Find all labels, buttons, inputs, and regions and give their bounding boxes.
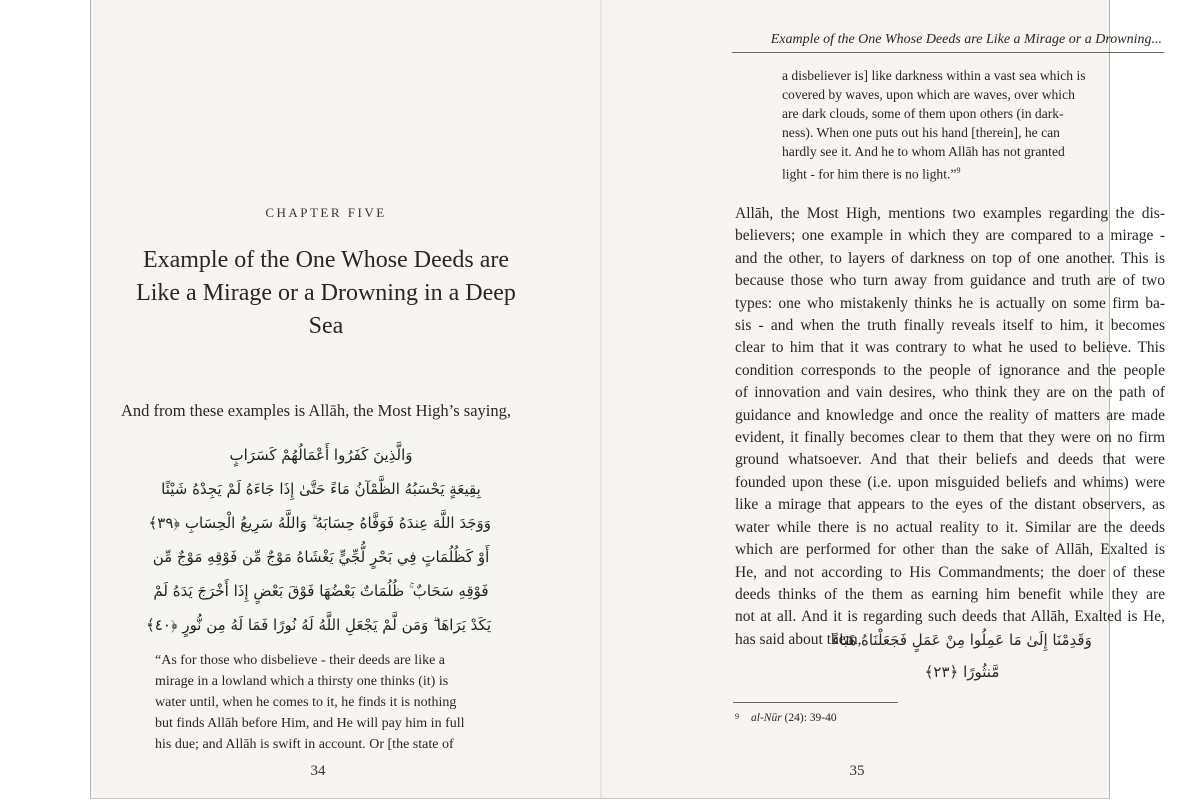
quote-line: mirage in a lowland which a thirsty one thinks (it) is bbox=[155, 674, 449, 689]
quran-verse-block bbox=[145, 438, 491, 642]
translation-quote-continued bbox=[782, 66, 1127, 184]
arabic-line: يَكَدْ يَرَاهَا ۗ وَمَن لَّمْ يَجْعَلِ اللَّهُ لَهُ نُورًا فَمَا لَهُ مِن نُّورٍ ﴿٤٠﴾ bbox=[145, 616, 491, 634]
arabic-line: فَوْقِهِ سَحَابٌ ۚ ظُلُمَاتٌ بَعْضُهَا فَوْقَ بَعْضٍ إِذَا أَخْرَجَ يَدَهُ لَمْ bbox=[153, 582, 489, 600]
quote-line bbox=[782, 161, 1127, 184]
quote-line: water until, when he comes to it, he finds it is nothing bbox=[155, 695, 457, 710]
left-page bbox=[91, 0, 600, 798]
footnote-rule bbox=[733, 702, 898, 703]
running-header: Example of the One Whose Deeds are Like a Mirage or a Drowning... bbox=[770, 32, 1162, 47]
body-line: deeds thinks of the them as earning him benefit while they are bbox=[735, 585, 1165, 603]
book-spread bbox=[90, 0, 1165, 799]
intro-paragraph: And from these examples is Allāh, the Most High’s saying, bbox=[121, 401, 511, 420]
chapter-title-line: Sea bbox=[308, 313, 344, 339]
arabic-line: أَوْ كَظُلُمَاتٍ فِي بَحْرٍ لُّجِّيٍّ يَغْشَاهُ مَوْجٌ مِّن فَوْقِهِ مَوْجٌ مِّن bbox=[152, 548, 490, 566]
footnote-reference-text: (24): 39-40 bbox=[781, 712, 837, 724]
chapter-title-line: Like a Mirage or a Drowning in a Deep bbox=[136, 280, 516, 306]
footnote-source: al-Nūr bbox=[751, 712, 782, 724]
body-line: believers; one example in which they are compared to a mirage - bbox=[735, 227, 1165, 245]
body-line: evident, it finally becomes clear to them that they were on no firm bbox=[735, 429, 1165, 447]
quran-verse-block bbox=[772, 624, 1152, 688]
quote-line: ness). When one puts out his hand [therein], he can bbox=[782, 125, 1060, 140]
body-line: He, and not according to His Commandments; the doer of these bbox=[735, 563, 1165, 581]
body-line: condition corresponds to the people of ignorance and the people bbox=[735, 361, 1165, 379]
arabic-line: وَوَجَدَ اللَّهَ عِندَهُ فَوَفَّاهُ حِسَابَهُ ۗ وَاللَّهُ سَرِيعُ الْحِسَابِ ﴿٣٩﴾ bbox=[148, 514, 491, 532]
arabic-line: وَقَدِمْنَا إِلَىٰ مَا عَمِلُوا مِنْ عَمَلٍ فَجَعَلْنَاهُ هَبَاءً bbox=[832, 631, 1092, 649]
body-line: which are performed for other than the sake of Allāh, Exalted is bbox=[735, 541, 1165, 559]
body-line: guidance and knowledge and once the reality of matters are made bbox=[735, 406, 1165, 424]
chapter-title bbox=[121, 244, 531, 343]
body-line: and the other, to layers of darkness on top of one another. This is bbox=[735, 249, 1165, 267]
body-line: sis - and when the truth finally reveals itself to him, it becomes bbox=[735, 317, 1165, 335]
quote-line: a disbeliever is] like darkness within a vast sea which is bbox=[782, 68, 1086, 83]
footnote bbox=[735, 712, 1035, 724]
quote-line: “As for those who disbelieve - their deeds are like a bbox=[155, 653, 446, 668]
body-line: ground whatsoever. And that their beliefs and deeds that were bbox=[735, 451, 1165, 469]
quote-line: his due; and Allāh is swift in account. Or [the state of bbox=[155, 737, 454, 752]
quote-line-text: light - for him there is no light.” bbox=[782, 166, 957, 182]
body-line: of innovation and vain desires, who think they are on the path of bbox=[735, 384, 1165, 402]
right-page bbox=[602, 0, 1165, 798]
footnote-marker: 9 bbox=[735, 712, 739, 721]
quote-line: are dark clouds, some of them upon others (in dark- bbox=[782, 106, 1064, 121]
body-line: water while there is no actual reality to it. Similar are the deeds bbox=[735, 518, 1165, 536]
body-line: because those who turn away from guidance and truth are of two bbox=[735, 272, 1165, 290]
header-rule bbox=[732, 52, 1164, 53]
quote-line: but finds Allāh before Him, and He will pay him in full bbox=[155, 716, 465, 731]
body-line: founded upon these (i.e. upon misguided beliefs and whims) were bbox=[735, 473, 1165, 491]
page-number: 34 bbox=[310, 763, 326, 779]
arabic-line: وَالَّذِينَ كَفَرُوا أَعْمَالُهُمْ كَسَرَابٍ bbox=[229, 446, 413, 464]
body-line: not at all. And it is regarding such deeds that Allāh, Exalted is He, bbox=[735, 608, 1165, 626]
body-line: like a mirage that appears to the eyes of the distant observers, as bbox=[735, 496, 1165, 514]
body-line: clear to him that it was contrary to what he used to believe. This bbox=[735, 339, 1165, 357]
chapter-label: CHAPTER FIVE bbox=[265, 205, 387, 220]
body-line: types: one who mistakenly thinks he is actually on some firm ba- bbox=[735, 294, 1165, 312]
chapter-title-line: Example of the One Whose Deeds are bbox=[142, 247, 510, 273]
body-line: Allāh, the Most High, mentions two examples regarding the dis- bbox=[735, 205, 1165, 222]
page-number: 35 bbox=[849, 763, 865, 779]
footnote-reference[interactable]: 9 bbox=[956, 166, 961, 175]
arabic-line: بِقِيعَةٍ يَحْسَبُهُ الظَّمْآنُ مَاءً حَتَّىٰ إِذَا جَاءَهُ لَمْ يَجِدْهُ شَيْئًا bbox=[161, 480, 481, 498]
quote-line: hardly see it. And he to whom Allāh has not granted bbox=[782, 144, 1065, 159]
arabic-line: مَّنثُورًا ﴿٢٣﴾ bbox=[924, 663, 1000, 681]
body-line: has said about them, bbox=[735, 630, 862, 648]
body-paragraph bbox=[735, 203, 1165, 651]
quote-line: covered by waves, upon which are waves, over which bbox=[782, 87, 1075, 102]
translation-quote bbox=[155, 650, 485, 755]
